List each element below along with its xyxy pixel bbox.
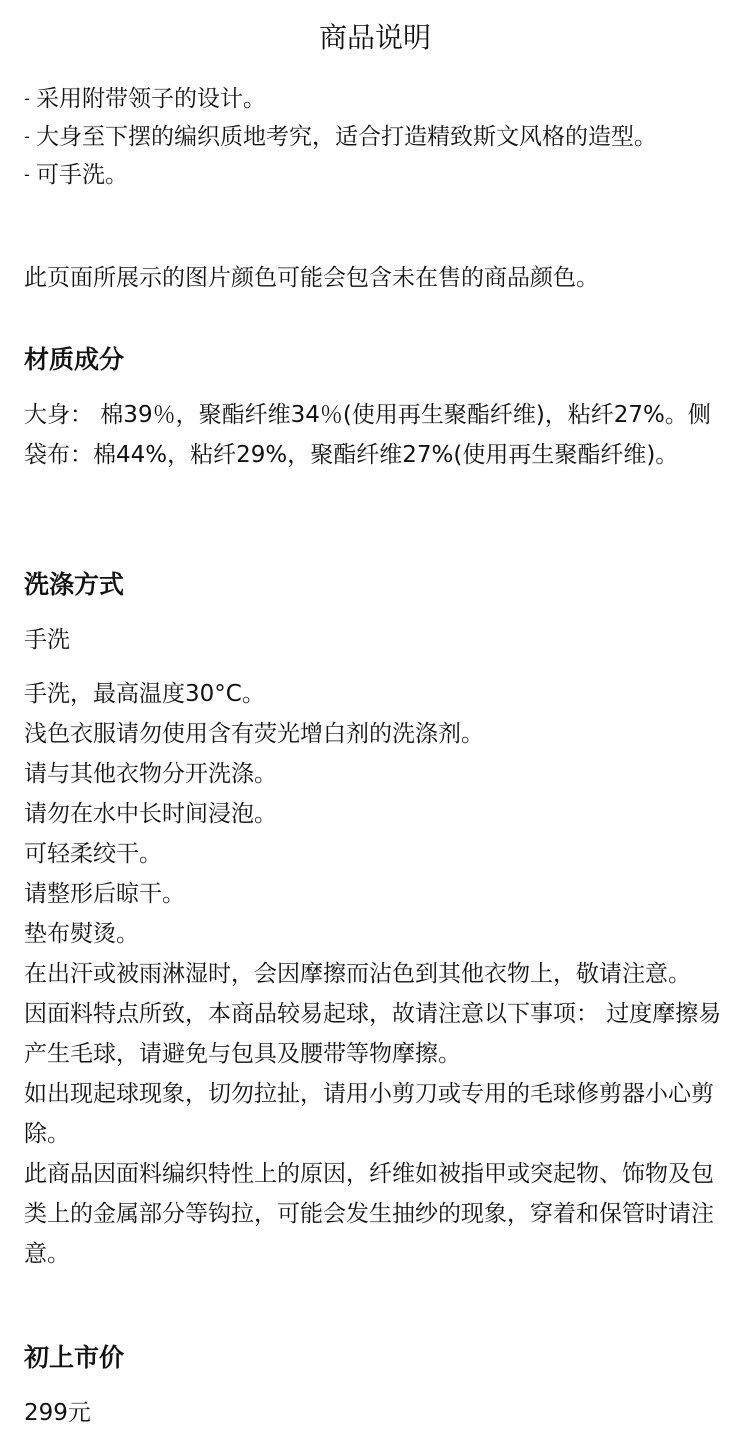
instruction-item: 垫布熨烫。 xyxy=(24,921,139,947)
feature-text: 可手洗。 xyxy=(36,162,128,188)
feature-item xyxy=(24,80,734,118)
price-value: 299元 xyxy=(24,1400,91,1426)
washing-method: 手洗 xyxy=(24,627,70,653)
price-heading: 初上市价 xyxy=(24,1343,125,1372)
feature-text: 大身至下摆的编织质地考究，适合打造精致斯文风格的造型。 xyxy=(36,124,657,150)
bullet-dash: - xyxy=(24,89,30,108)
instruction-item: 因面料特点所致，本商品较易起球，故请注意以下事项： 过度摩擦易产生毛球，请避免与包具及腰带等物摩擦。 xyxy=(24,1001,722,1067)
color-note: 此页面所展示的图片颜色可能会包含未在售的商品颜色。 xyxy=(24,265,599,291)
bullet-dash: - xyxy=(24,127,30,146)
feature-list xyxy=(24,80,734,194)
instruction-item: 可轻柔绞干。 xyxy=(24,841,162,867)
material-heading: 材质成分 xyxy=(24,345,125,374)
washing-heading: 洗涤方式 xyxy=(24,570,125,599)
instruction-item: 浅色衣服请勿使用含有荧光增白剂的洗涤剂。 xyxy=(24,721,484,747)
washing-instructions xyxy=(24,674,730,1274)
instruction-item: 如出现起球现象，切勿拉扯，请用小剪刀或专用的毛球修剪器小心剪除。 xyxy=(24,1081,714,1147)
instruction-item: 手洗，最高温度30°C。 xyxy=(24,681,265,707)
material-text: 大身： 棉39％，聚酯纤维34％(使用再生聚酯纤维)，粘纤27%。侧袋布：棉44%，粘纤29%，聚酯纤维27%(使用再生聚酯纤维)。 xyxy=(24,402,711,468)
feature-item xyxy=(24,156,734,194)
bullet-dash: - xyxy=(24,165,30,184)
instruction-item: 此商品因面料编织特性上的原因，纤维如被指甲或突起物、饰物及包类上的金属部分等钩拉，可能会发生抽纱的现象，穿着和保管时请注意。 xyxy=(24,1161,714,1267)
instruction-item: 在出汗或被雨淋湿时，会因摩擦而沾色到其他衣物上，敬请注意。 xyxy=(24,961,691,987)
instruction-item: 请整形后晾干。 xyxy=(24,881,185,907)
feature-item xyxy=(24,118,734,156)
instruction-item: 请与其他衣物分开洗涤。 xyxy=(24,761,277,787)
instruction-item: 请勿在水中长时间浸泡。 xyxy=(24,801,277,827)
page-title: 商品说明 xyxy=(318,21,431,54)
feature-text: 采用附带领子的设计。 xyxy=(36,86,266,112)
